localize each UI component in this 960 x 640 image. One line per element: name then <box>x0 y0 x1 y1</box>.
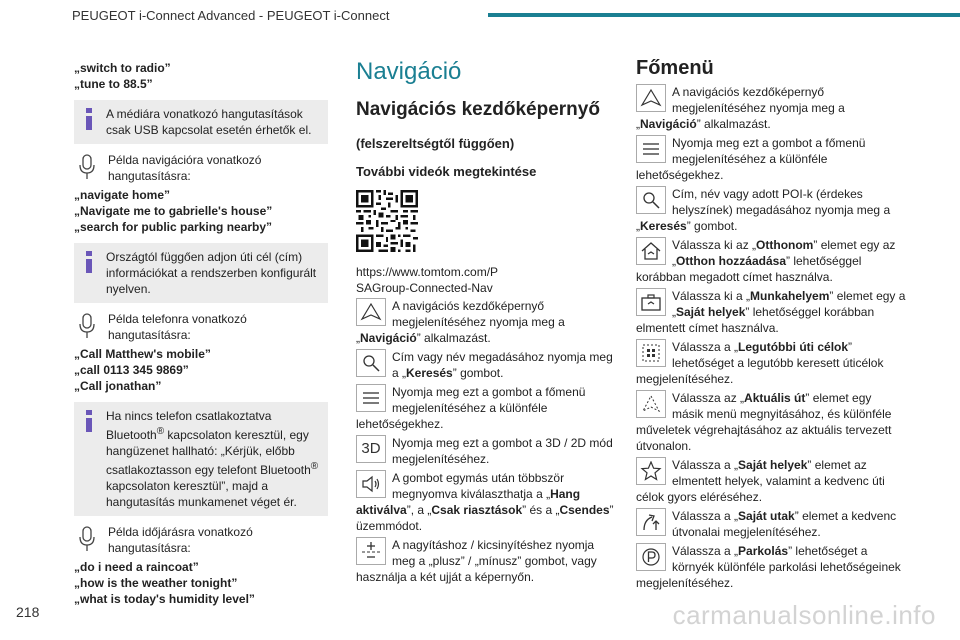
menu-item-navigation <box>636 84 906 132</box>
text-part: ” és a „ <box>522 503 560 517</box>
example-label: Példa telefonra vonatkozó hangutasításra: <box>108 312 247 342</box>
text-part: Cím vagy név megadásához nyomja meg a „ <box>392 350 613 380</box>
registered-mark: ® <box>310 461 319 472</box>
info-icon <box>82 251 96 273</box>
text-part: A gombot egymás után többször megnyomva kiválaszthatja a „ <box>392 471 565 501</box>
menu-item-search <box>636 186 906 234</box>
text-part: Válassza az „ <box>672 391 745 405</box>
menu-item-parking <box>636 543 906 591</box>
microphone-icon <box>74 524 100 554</box>
example-label: Példa navigációra vonatkozó hangutasításra: <box>108 153 262 183</box>
registered-mark: ® <box>156 426 165 437</box>
nav-item-text: A nagyításhoz / kicsinyítéshez nyomja meg a „plusz” / „mínusz” gombot, vagy használja a két ujját a képernyőn. <box>356 538 597 584</box>
text-part-bold: Csendes <box>559 503 610 517</box>
info-text-part: kapcsolaton keresztül, egy hangüzenet hallható: „Kérjük, előbb csatlakoztasson egy telefont Bluetooth <box>106 428 311 477</box>
qr-code <box>356 190 418 252</box>
menu-item-text <box>636 340 883 386</box>
header-accent-bar <box>488 13 960 17</box>
text-part-bold: Csak riasztások <box>431 503 523 517</box>
menu-item-text: Nyomja meg ezt a gombot a főmenü megjelenítéséhez a különféle lehetőségekhez. <box>636 136 866 182</box>
phone-voice-example <box>74 311 328 394</box>
menu-item-home <box>636 237 906 285</box>
nav-item-text <box>356 299 565 345</box>
info-box-language <box>74 243 328 303</box>
text-part: Válassza a „ <box>672 458 739 472</box>
watermark: carmanualsonline.info <box>672 600 936 630</box>
text-part: ” elemet egy az „ <box>672 238 896 268</box>
text-part: ” gombot. <box>452 366 504 380</box>
command-text: „navigate home” <box>74 188 171 202</box>
column-navigation <box>356 56 620 588</box>
navigation-arrow-icon <box>636 84 666 112</box>
text-part: ” üzemmódot. <box>356 503 614 533</box>
current-route-icon <box>636 390 666 418</box>
tomtom-url[interactable]: https://www.tomtom.com/PSAGroup-Connected-Nav <box>356 265 499 295</box>
text-part-bold: Saját utak <box>738 509 795 523</box>
radio-commands <box>74 60 328 92</box>
command-text: „what is today's humidity level” <box>74 592 255 606</box>
info-text: Országtól függően adjon úti cél (cím) információkat a rendszerben konfigurált nyelven. <box>106 250 317 296</box>
section-title: Navigáció <box>356 58 462 85</box>
text-part: ” elemet a kedvenc útvonalai megjelenítéséhez. <box>672 509 897 539</box>
text-part-bold: Keresés <box>640 219 687 233</box>
text-part: Válassza a „ <box>672 544 739 558</box>
menu-item-recent-destinations <box>636 339 906 387</box>
text-part: ” elemet egy a „ <box>672 289 906 319</box>
3d-mode-icon <box>356 435 386 463</box>
text-part: Válassza a „ <box>672 340 739 354</box>
text-part-bold: Hang aktiválva <box>356 487 581 517</box>
menu-item-text <box>636 85 845 131</box>
text-part-bold: Navigáció <box>360 331 417 345</box>
section-subtitle: Navigációs kezdőképernyő <box>356 99 600 120</box>
text-part: ” alkalmazást. <box>416 331 491 345</box>
menu-item-text <box>636 391 891 453</box>
text-part: ” lehetőséget a legutóbb keresett úticélok megjelenítéséhez. <box>636 340 884 386</box>
command-text: „tune to 88.5” <box>74 77 153 91</box>
info-icon <box>82 410 96 432</box>
text-part: ” gombot. <box>686 219 738 233</box>
briefcase-icon <box>636 288 666 316</box>
zoom-plus-minus-icon <box>356 537 386 565</box>
nav-item-text <box>356 471 614 533</box>
text-part: ” lehetőséget a környék különféle parkolási lehetőségeinek megjelenítéséhez. <box>636 544 901 590</box>
videos-heading: További videók megtekintése <box>356 164 537 179</box>
section-title: Főmenü <box>636 57 714 79</box>
menu-item-my-places <box>636 457 906 505</box>
text-part: ”, a „ <box>406 503 432 517</box>
nav-item-text <box>392 350 613 380</box>
command-text: „Call Matthew's mobile” <box>74 347 211 361</box>
command-text: „call 0113 345 9869” <box>74 363 189 377</box>
equipment-note: (felszereltségtől függően) <box>356 136 515 151</box>
text-part: Válassza ki a „ <box>672 289 751 303</box>
text-part: ” elemet egy másik menü megnyitásához, és különféle műveletek végrehajtásához az aktuális tervezett útvonalon. <box>636 391 892 453</box>
nav-item-search <box>356 349 620 381</box>
nav-item-text: Nyomja meg ezt a gombot a 3D / 2D mód megjelenítéséhez. <box>392 436 613 466</box>
menu-item-text <box>636 238 895 284</box>
search-icon <box>636 186 666 214</box>
text-part-bold: Navigáció <box>640 117 697 131</box>
command-text: „do i need a raincoat” <box>74 560 199 574</box>
info-icon <box>82 108 96 130</box>
info-box-media <box>74 100 328 144</box>
text-part-bold: Legutóbbi úti célok <box>738 340 849 354</box>
command-text: „search for public parking nearby” <box>74 220 273 234</box>
column-voice-commands <box>74 60 328 615</box>
menu-item-text <box>636 458 885 504</box>
text-part-bold: Saját helyek <box>676 305 746 319</box>
menu-item-text <box>636 544 901 590</box>
weather-voice-example <box>74 524 328 607</box>
info-text: A médiára vonatkozó hangutasítások csak USB kapcsolat esetén érhetők el. <box>106 107 312 137</box>
routes-icon <box>636 508 666 536</box>
command-text: „Call jonathan” <box>74 379 162 393</box>
nav-item-main-menu <box>356 384 620 432</box>
info-text-part: kapcsolaton keresztül”, majd a hangutasítás munkamenet véget ér. <box>106 479 297 509</box>
nav-item-text: Nyomja meg ezt a gombot a főmenü megjelenítéséhez a különféle lehetőségekhez. <box>356 385 586 431</box>
info-box-bluetooth <box>74 402 328 516</box>
text-part-bold: Munkahelyem <box>750 289 830 303</box>
recent-destinations-icon <box>636 339 666 367</box>
text-part: ” lehetőséggel korábban elmentett címet használva. <box>636 305 875 335</box>
text-part: Válassza a „ <box>672 509 739 523</box>
text-part-bold: Otthonom <box>756 238 814 252</box>
menu-item-text <box>672 509 896 539</box>
nav-item-navigation-app <box>356 298 620 346</box>
column-main-menu <box>636 56 906 594</box>
text-part-bold: Parkolás <box>738 544 789 558</box>
example-label: Példa időjárásra vonatkozó hangutasításra: <box>108 525 253 555</box>
text-part: ” lehetőséggel korábban megadott címet használva. <box>636 254 862 284</box>
command-text: „Navigate me to gabrielle's house” <box>74 204 273 218</box>
nav-item-3d-2d <box>356 435 620 467</box>
command-text: „how is the weather tonight” <box>74 576 238 590</box>
text-part: Válassza ki az „ <box>672 238 757 252</box>
text-part: Cím, név vagy adott POI-k (érdekes helyszínek) megadásához nyomja meg a „ <box>636 187 891 233</box>
menu-item-work <box>636 288 906 336</box>
menu-icon <box>356 384 386 412</box>
text-part: ” elemet az elmentett helyek, valamint a kedvenc úti célok gyors eléréséhez. <box>636 458 885 504</box>
microphone-icon <box>74 152 100 182</box>
info-text <box>106 409 318 509</box>
menu-item-text <box>636 289 905 335</box>
3d-label: 3D <box>361 440 381 457</box>
example-row <box>74 524 328 556</box>
parking-icon <box>636 543 666 571</box>
text-part-bold: Otthon hozzáadása <box>676 254 787 268</box>
text-part-bold: Keresés <box>406 366 453 380</box>
menu-item-my-routes <box>636 508 906 540</box>
page-number: 218 <box>16 604 40 620</box>
menu-item-current-route <box>636 390 906 454</box>
nav-voice-example <box>74 152 328 235</box>
speaker-icon <box>356 470 386 498</box>
running-header: PEUGEOT i-Connect Advanced - PEUGEOT i-Connect <box>72 8 390 23</box>
menu-item-text <box>636 187 890 233</box>
command-text: „switch to radio” <box>74 61 171 75</box>
star-icon <box>636 457 666 485</box>
menu-icon <box>636 135 666 163</box>
menu-item-main-menu <box>636 135 906 183</box>
text-part: A navigációs kezdőképernyő megjelenítéséhez nyomja meg a „ <box>356 299 565 345</box>
text-part: A navigációs kezdőképernyő megjelenítéséhez nyomja meg a „ <box>636 85 845 131</box>
microphone-icon <box>74 311 100 341</box>
nav-item-sound <box>356 470 620 534</box>
text-part-bold: Aktuális út <box>744 391 806 405</box>
navigation-arrow-icon <box>356 298 386 326</box>
nav-item-zoom <box>356 537 620 585</box>
home-icon <box>636 237 666 265</box>
example-row <box>74 152 328 184</box>
search-icon <box>356 349 386 377</box>
info-text-part: Ha nincs telefon csatlakoztatva Bluetooth <box>106 409 272 442</box>
text-part-bold: Saját helyek <box>738 458 808 472</box>
example-row <box>74 311 328 343</box>
text-part: ” alkalmazást. <box>696 117 771 131</box>
